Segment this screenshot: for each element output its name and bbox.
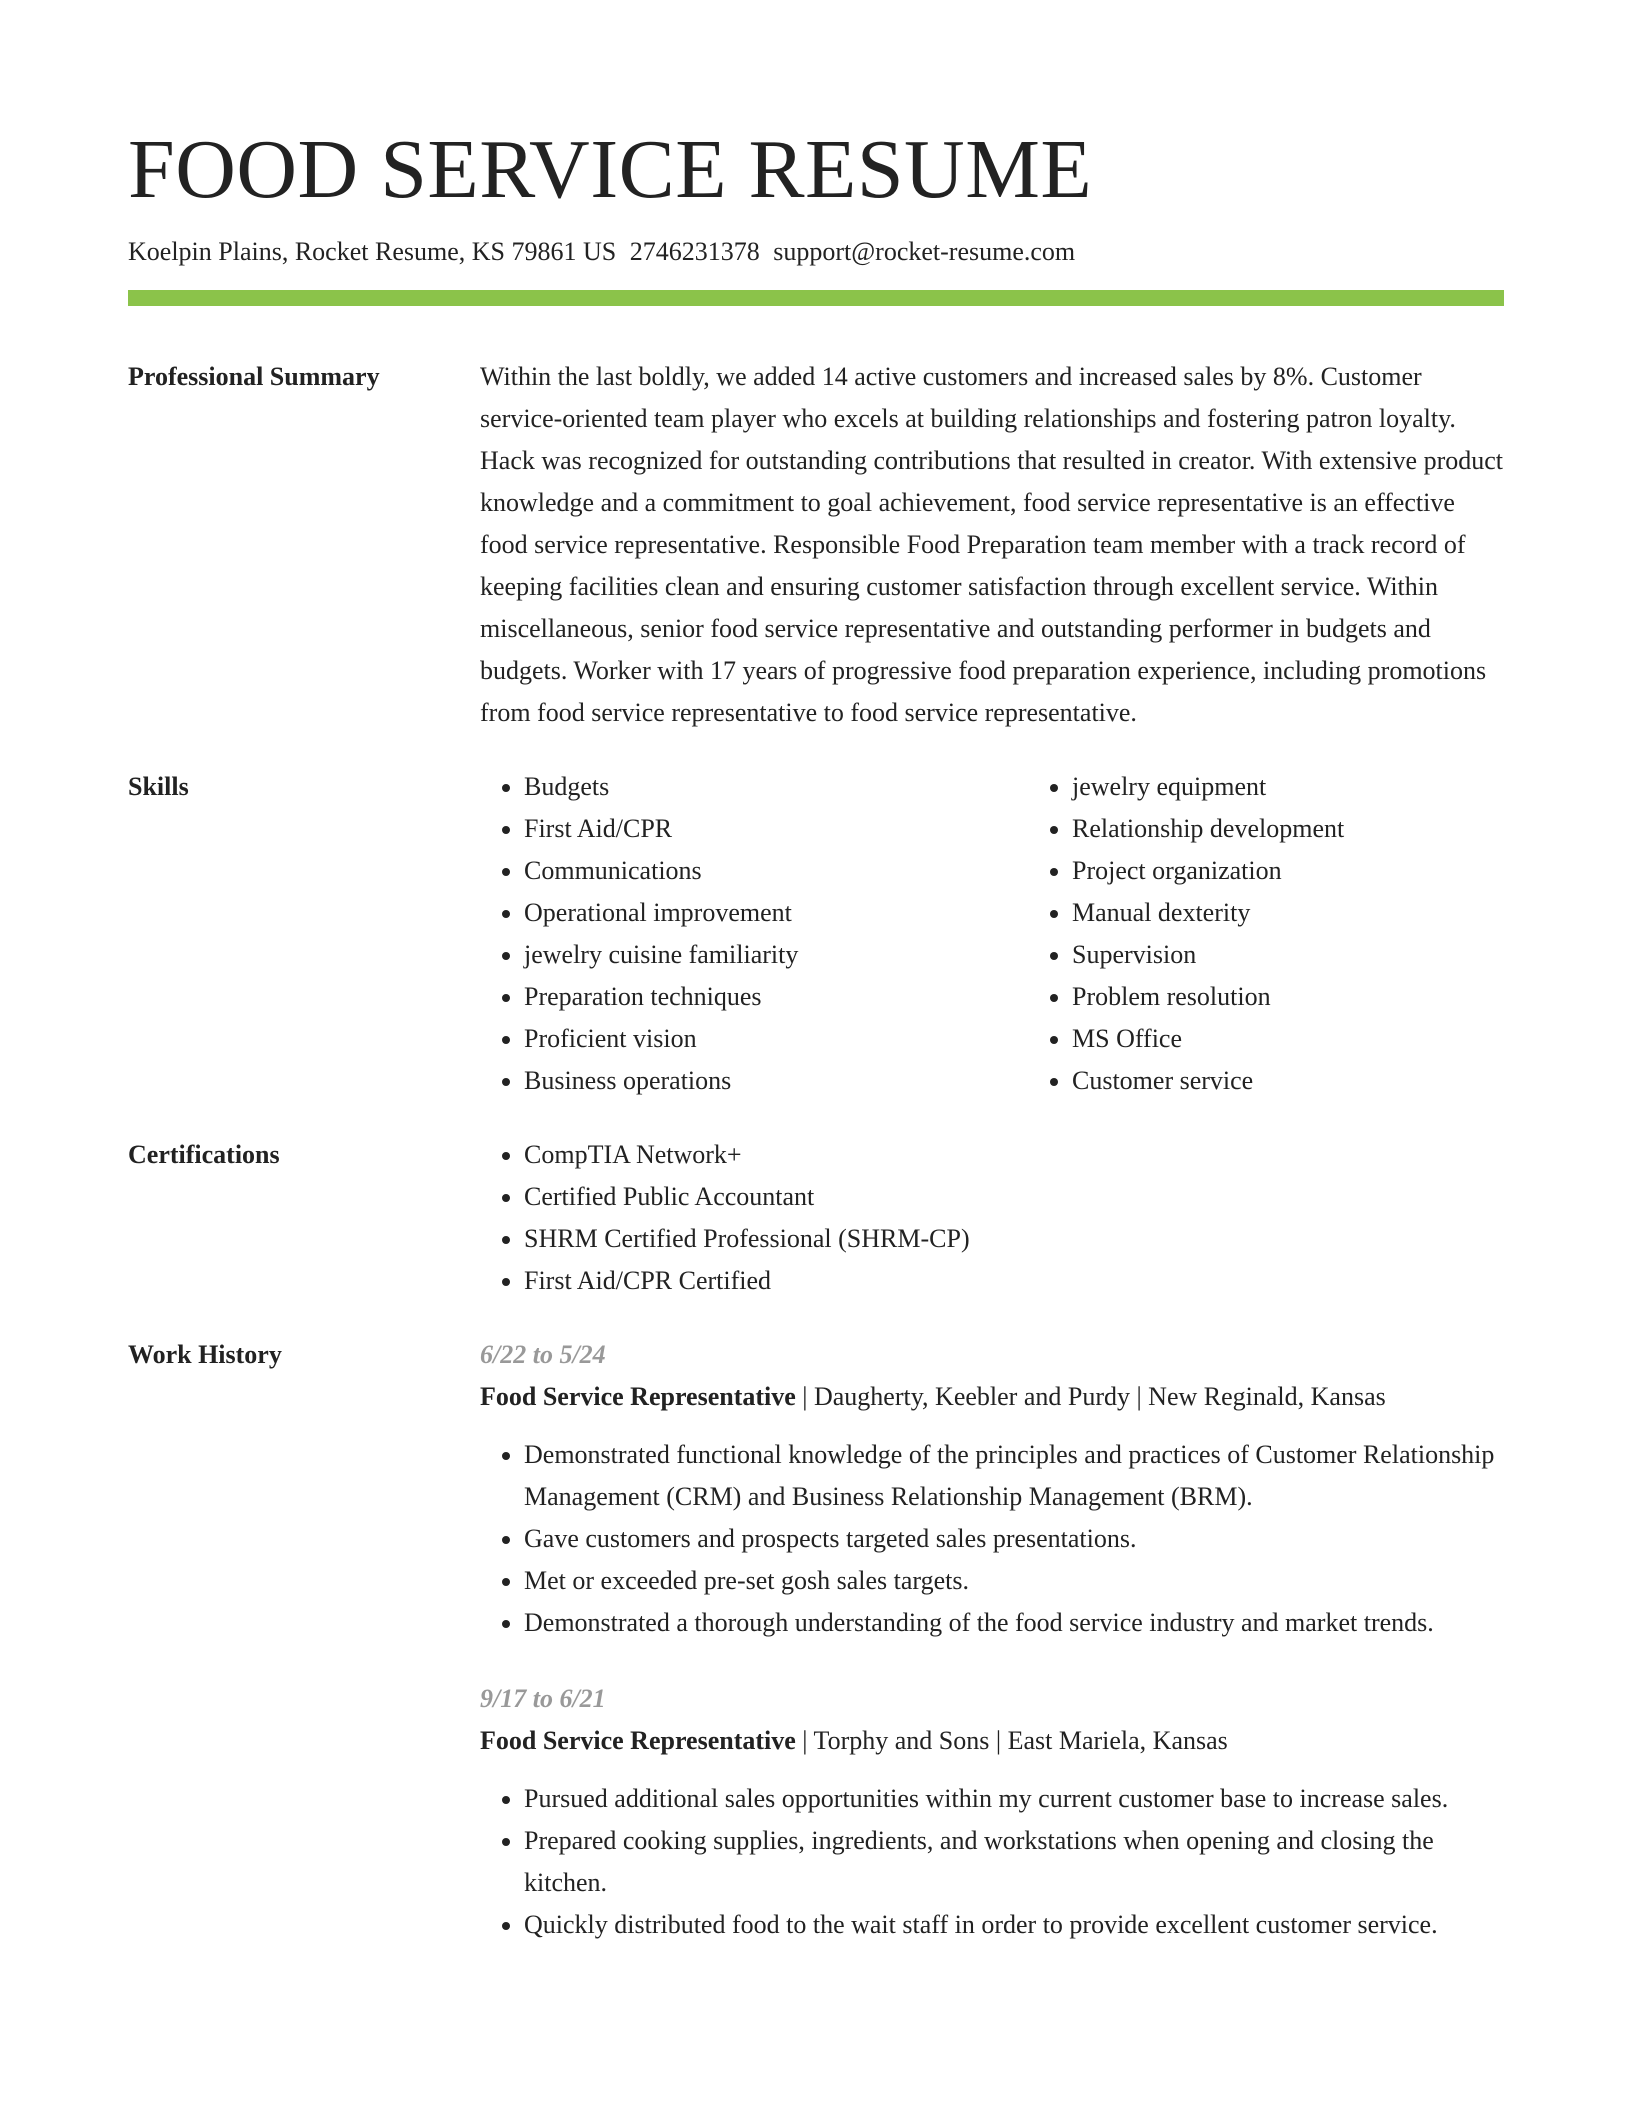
work-history-label: Work History	[128, 1340, 282, 1369]
resume-page	[128, 118, 1504, 1980]
work-history-section	[128, 1334, 1504, 1980]
skill-item: • Business operations	[524, 1060, 1028, 1102]
skills-body	[480, 766, 1576, 1102]
job-bullet: • Gave customers and prospects targeted sales presentations.	[524, 1518, 1504, 1560]
skills-list-right	[1028, 766, 1576, 1102]
skill-item: • Relationship development	[1072, 808, 1576, 850]
skills-label: Skills	[128, 772, 189, 801]
certifications-list	[480, 1134, 1504, 1302]
skill-item: • Supervision	[1072, 934, 1576, 976]
summary-section	[128, 356, 1504, 734]
resume-title: FOOD SERVICE RESUME	[128, 123, 1093, 216]
skill-item: • Preparation techniques	[524, 976, 1028, 1018]
work-history-body	[480, 1334, 1504, 1980]
job-dates: 6/22 to 5/24	[480, 1340, 606, 1369]
skill-item: • First Aid/CPR	[524, 808, 1028, 850]
summary-body	[480, 356, 1504, 734]
skill-item: • Proficient vision	[524, 1018, 1028, 1060]
job-entry	[480, 1334, 1504, 1644]
skill-item: • Communications	[524, 850, 1028, 892]
job-bullet: • Met or exceeded pre-set gosh sales targets.	[524, 1560, 1504, 1602]
job-employer-location: | Daugherty, Keebler and Purdy | New Reginald, Kansas	[795, 1382, 1386, 1411]
certification-item: • First Aid/CPR Certified	[524, 1260, 1504, 1302]
skill-item: • Problem resolution	[1072, 976, 1576, 1018]
skill-item: • jewelry cuisine familiarity	[524, 934, 1028, 976]
job-bullets	[480, 1778, 1504, 1946]
contact-email: support@rocket-resume.com	[773, 237, 1076, 266]
job-bullet: • Demonstrated a thorough understanding of the food service industry and market trends.	[524, 1602, 1504, 1644]
certification-item: • Certified Public Accountant	[524, 1176, 1504, 1218]
contact-line	[128, 234, 1504, 270]
job-bullet: • Demonstrated functional knowledge of the principles and practices of Customer Relationship Management (CRM) and Business Relationship Management (BRM).	[524, 1434, 1504, 1518]
job-title: Food Service Representative	[480, 1382, 796, 1411]
job-entry	[480, 1678, 1504, 1946]
contact-address: Koelpin Plains, Rocket Resume, KS 79861 US	[128, 237, 617, 266]
job-title-line	[480, 1720, 1504, 1762]
job-bullet: • Pursued additional sales opportunities within my current customer base to increase sales.	[524, 1778, 1504, 1820]
job-bullet: • Prepared cooking supplies, ingredients, and workstations when opening and closing the kitchen.	[524, 1820, 1504, 1904]
job-bullets	[480, 1434, 1504, 1644]
skill-item: • jewelry equipment	[1072, 766, 1576, 808]
summary-text: Within the last boldly, we added 14 active customers and increased sales by 8%. Customer service-oriented team player who excels at building relationships and fostering patron loyalty. Hack was recognized for outstanding contributions that resulted in creator. With extensive product knowledge and a commitment to goal achievement, food service representative is an effective food service representative. Responsible Food Preparation team member with a track record of keeping facilities clean and ensuring customer satisfaction through excellent service. Within miscellaneous, senior food service representative and outstanding performer in budgets and budgets. Worker with 17 years of progressive food preparation experience, including promotions from food service representative to food service representative.	[480, 362, 1504, 727]
skills-section	[128, 766, 1504, 1102]
skill-item: • Manual dexterity	[1072, 892, 1576, 934]
job-title: Food Service Representative	[480, 1726, 796, 1755]
job-title-line	[480, 1376, 1504, 1418]
skill-item: • Project organization	[1072, 850, 1576, 892]
skills-list-left	[480, 766, 1028, 1102]
certifications-section	[128, 1134, 1504, 1302]
summary-label: Professional Summary	[128, 362, 380, 391]
contact-phone: 2746231378	[629, 237, 760, 266]
job-employer-location: | Torphy and Sons | East Mariela, Kansas	[795, 1726, 1228, 1755]
certification-item: • CompTIA Network+	[524, 1134, 1504, 1176]
certification-item: • SHRM Certified Professional (SHRM-CP)	[524, 1218, 1504, 1260]
accent-divider	[128, 290, 1504, 306]
certifications-body	[480, 1134, 1504, 1302]
skill-item: • Operational improvement	[524, 892, 1028, 934]
skill-item: • MS Office	[1072, 1018, 1576, 1060]
job-dates: 9/17 to 6/21	[480, 1684, 606, 1713]
job-bullet: • Quickly distributed food to the wait staff in order to provide excellent customer service.	[524, 1904, 1504, 1946]
certifications-label: Certifications	[128, 1140, 280, 1169]
skill-item: • Budgets	[524, 766, 1028, 808]
skill-item: • Customer service	[1072, 1060, 1576, 1102]
